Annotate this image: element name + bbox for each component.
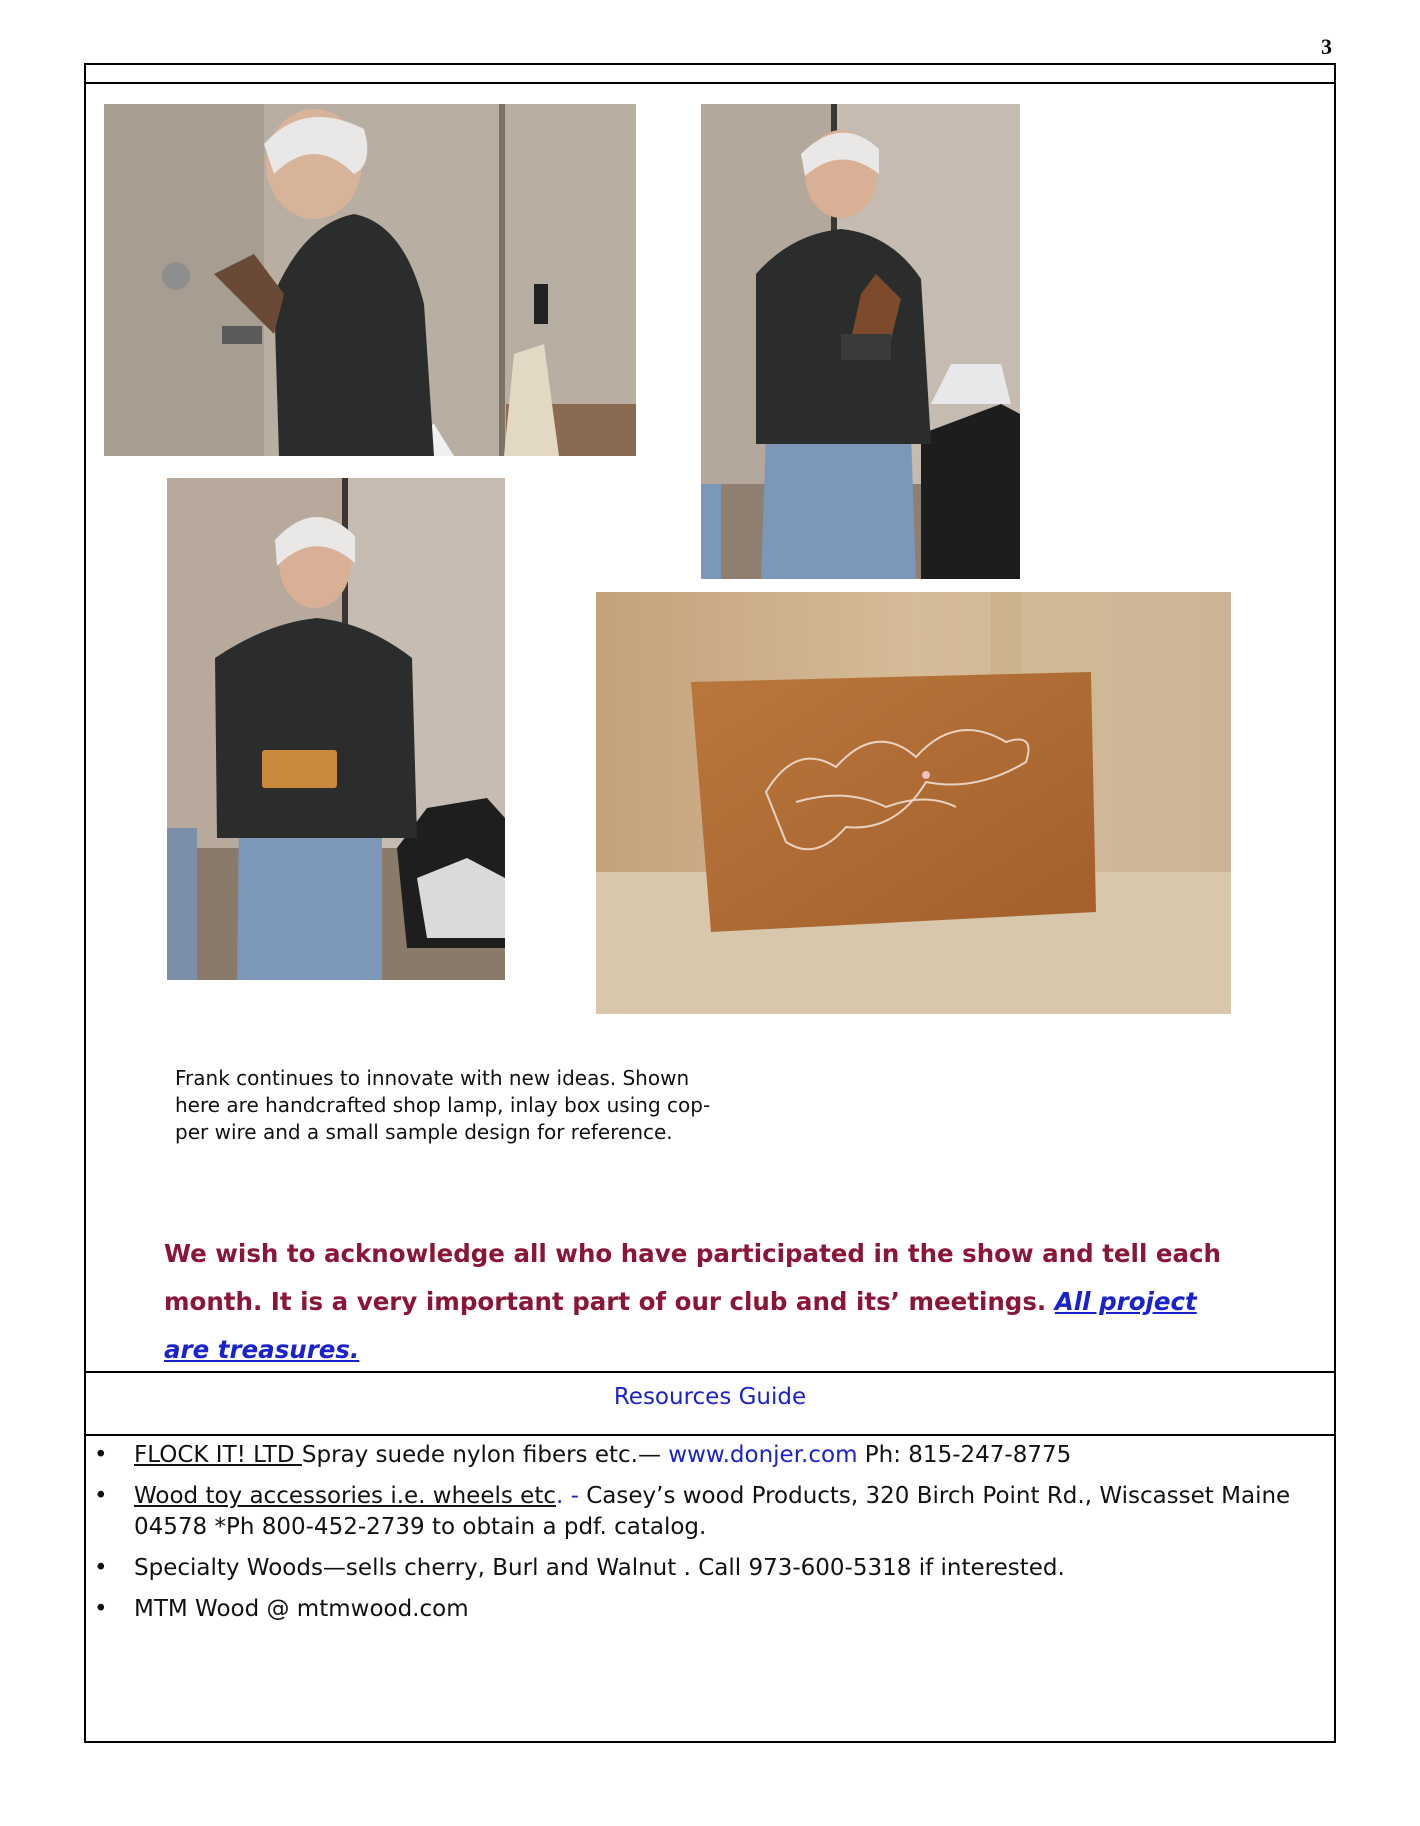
bullet-icon: •	[94, 1555, 108, 1581]
list-item	[90, 1440, 1330, 1471]
resources-list	[90, 1440, 1330, 1635]
top-divider	[84, 82, 1336, 84]
resource-text: MTM Wood @ mtmwood.com	[134, 1596, 469, 1622]
resource-name: FLOCK IT! LTD	[134, 1442, 302, 1468]
resource-phone: Ph: 815-247-8775	[857, 1442, 1072, 1468]
bullet-icon: •	[94, 1596, 108, 1622]
acknowledgement-body: We wish to acknowledge all who have participated in the show and tell each month. It is a very important part of our club and its’ meetings.	[164, 1239, 1221, 1316]
treasures-link[interactable]: All project are treasures.	[164, 1287, 1197, 1364]
bullet-icon: •	[94, 1483, 108, 1509]
acknowledgement-text	[164, 1230, 1224, 1374]
photo-caption	[175, 1065, 755, 1146]
man-holding-shop-lamp-photo	[104, 104, 636, 456]
resource-desc: Casey’s wood Products, 320 Birch Point Rd., Wiscasset Maine 04578 *Ph 800-452-2739 to obtain a pdf. catalog.	[134, 1483, 1291, 1540]
resource-name: Wood toy accessories i.e. wheels etc	[134, 1483, 556, 1509]
donjer-link[interactable]: www.donjer.com	[668, 1442, 858, 1468]
caption-line: here are handcrafted shop lamp, inlay box using cop-	[175, 1093, 711, 1117]
resources-guide-title: Resources Guide	[613, 1384, 807, 1410]
resource-text: Specialty Woods—sells cherry, Burl and Walnut . Call 973-600-5318 if interested.	[134, 1555, 1065, 1581]
resource-desc: Spray suede nylon fibers etc.—	[301, 1442, 669, 1468]
inlay-box-closeup-photo	[596, 592, 1231, 1014]
resource-separator: . -	[556, 1483, 579, 1509]
resources-title-divider	[84, 1434, 1336, 1436]
man-holding-inlay-box-photo	[167, 478, 505, 980]
page-number: 3	[1321, 34, 1332, 59]
list-item	[90, 1553, 1330, 1584]
list-item	[90, 1594, 1330, 1625]
caption-line: per wire and a small sample design for reference.	[175, 1120, 673, 1144]
man-standing-with-lamp-photo	[701, 104, 1020, 579]
bullet-icon: •	[94, 1442, 108, 1468]
list-item	[90, 1481, 1330, 1543]
caption-line: Frank continues to innovate with new ideas. Shown	[175, 1066, 690, 1090]
